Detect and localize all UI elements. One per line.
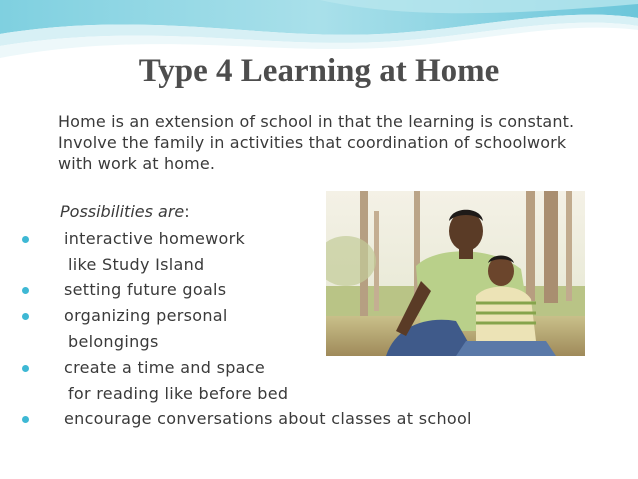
- bullet-dot-icon: [22, 236, 29, 243]
- bullet-item-4-continuation: for reading like before bed: [68, 384, 289, 403]
- bullet-dot-icon: [22, 365, 29, 372]
- bullet-item-3: organizing personal: [64, 306, 228, 325]
- slide-body-text: Home is an extension of school in that the learning is constant. Involve the family in activities that coordination of schoolwork with work at home.: [58, 112, 575, 173]
- bullet-item-2: setting future goals: [64, 280, 227, 299]
- possibilities-colon: :: [184, 202, 190, 221]
- bullet-dot-icon: [22, 416, 29, 423]
- possibilities-heading: [60, 202, 190, 221]
- bullet-item-4: create a time and space: [64, 358, 266, 377]
- bullet-dot-icon: [22, 313, 29, 320]
- slide-title: Type 4 Learning at Home: [138, 53, 500, 89]
- bullet-item-1-continuation: like Study Island: [68, 255, 205, 274]
- photo-father-and-son-outdoors: [326, 191, 585, 356]
- possibilities-label: Possibilities are: [60, 202, 185, 221]
- bullet-item-5: encourage conversations about classes at school: [64, 409, 472, 428]
- bullet-item-3-continuation: belongings: [68, 332, 159, 351]
- bullet-dot-icon: [22, 287, 29, 294]
- bullet-item-1: interactive homework: [64, 229, 246, 248]
